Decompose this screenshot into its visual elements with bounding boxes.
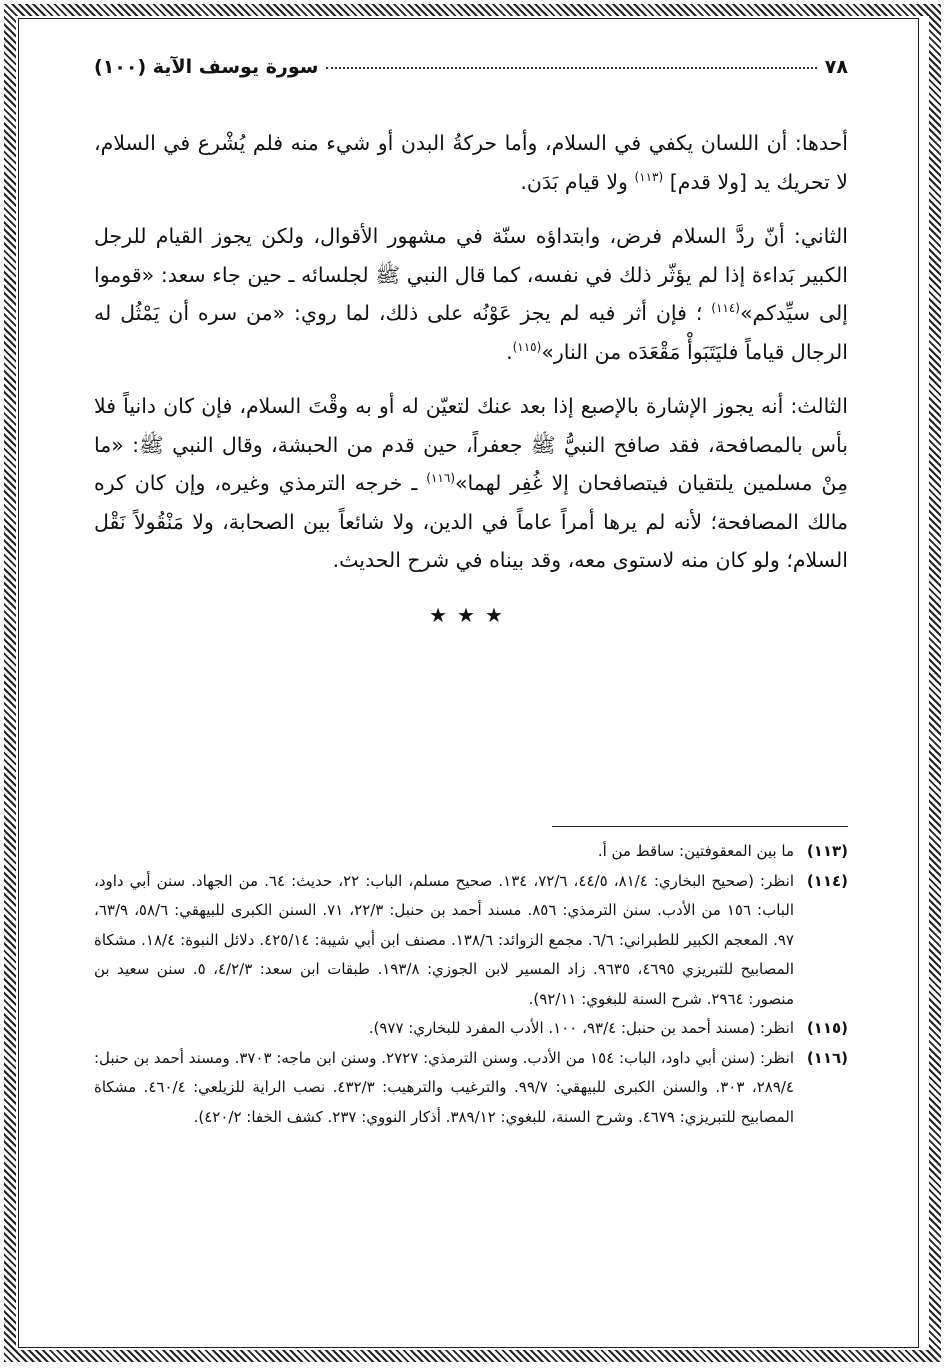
paragraph-text: الثالث: أنه يجوز الإشارة بالإصبع إذا بعد عنك لتعيّن له أو به وقْتَ السلام، فإن كان دانياً فلا بأس بالمصافحة، فقد صافح النبيُّ ﷺ جعفراً، حين قدم من الحبشة، وقال النبي ﷺ: «ما مِنْ مسلمين يلتقيان فيتصافحان إلا غُفِر لهما» — [94, 394, 848, 495]
main-text — [94, 124, 848, 634]
footnote-ref: (١١٥) — [512, 339, 542, 354]
footnote-text: انظر: (مسند أحمد بن حنبل: ٩٣/٤، ١٠٠. الأدب المفرد للبخاري: ٩٧٧). — [368, 1019, 794, 1037]
footnote-item — [94, 1014, 848, 1044]
footnote-item — [94, 837, 848, 867]
paragraph-first — [94, 124, 848, 201]
footnote-text: ما بين المعقوفتين: ساقط من أ. — [597, 842, 794, 860]
paragraph-text: أحدها: أن اللسان يكفي في السلام، وأما حركةُ البدن أو شيء منه فلم يُشْرع في السلام، لا تحريك يد [ولا قدم] — [94, 131, 848, 194]
footnote-number: (١١٤) — [806, 871, 848, 890]
paragraph-second — [94, 217, 848, 371]
footnote-text: انظر: (سنن أبي داود، الباب: ١٥٤ من الأدب. وسنن الترمذي: ٢٧٢٧. وسنن ابن ماجه: ٣٧٠٣. ومسند أحمد بن حنبل: ٢٨٩/٤، ٣٠٣. والسنن الكبرى للبيهقي: ٩٩/٧. والترغيب والترهيب: ٤٣٢/٣. نصب الراية للزيلعي: ٤٦٠/٤. مشكاة المصابيح للتبريزي: ٤٦٧٩. وشرح السنة، للبغوي: ٣٨٩/١٢. أذكار النووي: ٢٣٧. كشف الخفا: ٤٢٠/٢). — [94, 1048, 794, 1126]
paragraph-text-end: ـ خرجه الترمذي وغيره، وإن كان كره مالك المصافحة؛ لأنه لم يرها أمراً عاماً في الدين، ولا شائعاً بين الصحابة، ولا مَنْقُولاً نَقْل السلام؛ ولو كان منه لاستوى معه، وقد بيناه في شرح الحديث. — [94, 471, 848, 572]
header-title: سورة يوسف الآية (١٠٠) — [94, 56, 319, 78]
running-header — [94, 56, 848, 96]
footnote-rule — [552, 826, 848, 827]
footnote-item — [94, 1044, 848, 1133]
paragraph-text: الثاني: أنّ ردَّ السلام فرض، وابتداؤه سنّة في مشهور الأقوال، ولكن يجوز القيام للرجل الكبير بَداءة إذا لم يؤثّر ذلك في نفسه، كما قال النبي ﷺ لجلسائه ـ حين جاء سعد: «قوموا إلى سيِّدكم» — [94, 224, 848, 325]
paragraph-third — [94, 387, 848, 580]
paragraph-text-mid: ؛ فإن أثر فيه لم يجز عَوْنُه على ذلك، لما روي: «من سره أن يَمْثُل له الرجال قياماً فليَتَبَوأْ مَقْعَدَه من النار» — [94, 301, 848, 364]
page-number: ٧٨ — [824, 56, 848, 78]
paragraph-text-end: . — [506, 339, 513, 364]
footnote-number: (١١٦) — [806, 1048, 848, 1067]
footnote-text: انظر: (صحيح البخاري: ٨١/٤، ٤٤/٥، ٧٢/٦، ١٣٤. صحيح مسلم، الباب: ٢٢، حديث: ٦٤. من الجهاد. سنن أبي داود، الباب: ١٥٦ من الأدب. سنن الترمذي: ٨٥٦. مسند أحمد بن حنبل: ٢٢/٣، ٧١. السنن الكبرى للبيهقي: ٥٨/٦، ٦٣/٩، ٩٧. المعجم الكبير للطبراني: ٦/٦. مجمع الزوائد: ١٣٨/٦. مصنف ابن أبي شيبة: ٤٢٥/١٤. دلائل النبوة: ١٨/٤. مشكاة المصابيح للتبريزي ٤٦٩٥، ٩٦٣٥. زاد المسير لابن الجوزي: ١٩٣/٨. طبقات ابن سعد: ٤/٢/٣، ٥. سنن سعيد بن منصور: ٢٩٦٤. شرح السنة للبغوي: ٩٢/١١). — [94, 871, 795, 1008]
footnote-ref: (١١٦) — [426, 471, 456, 486]
footnote-ref: (١١٣) — [634, 169, 664, 184]
section-separator: ★★★ — [429, 602, 513, 627]
page-content — [94, 56, 848, 1126]
paragraph-text-end: ولا قيام بَدَن. — [520, 169, 628, 194]
footnote-item — [94, 867, 848, 1015]
footnote-ref: (١١٤) — [711, 301, 740, 316]
footnotes — [94, 826, 848, 1132]
footnote-number: (١١٣) — [806, 842, 848, 860]
header-leader-dots — [326, 67, 816, 69]
footnote-number: (١١٥) — [806, 1019, 848, 1037]
